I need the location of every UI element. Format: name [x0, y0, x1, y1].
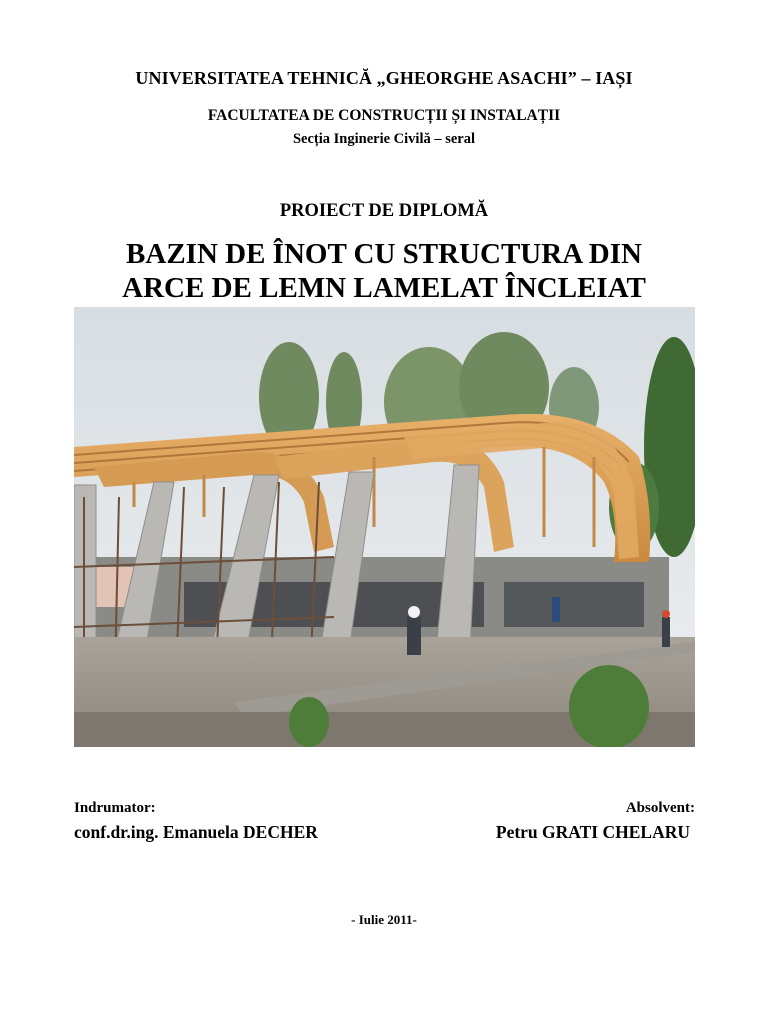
project-title-line-1: BAZIN DE ÎNOT CU STRUCTURA DIN — [126, 238, 642, 270]
project-kind: PROIECT DE DIPLOMĂ — [279, 201, 489, 221]
construction-photo — [74, 307, 695, 747]
graduate-label: Absolvent: — [625, 800, 695, 816]
supervisor-name: conf.dr.ing. Emanuela DECHER — [74, 822, 318, 842]
university-name: UNIVERSITATEA TEHNICĂ „GHEORGHE ASACHI” – IAȘI — [135, 68, 633, 88]
faculty-name: FACULTATEA DE CONSTRUCȚII ȘI INSTALAȚII — [207, 107, 561, 124]
graduate-name: Petru GRATI CHELARU — [495, 822, 690, 842]
project-title-line-2: ARCE DE LEMN LAMELAT ÎNCLEIAT — [122, 272, 646, 304]
date: - Iulie 2011- — [351, 912, 417, 927]
section-name: Secția Inginerie Civilă – seral — [292, 131, 476, 147]
supervisor-label: Indrumator: — [74, 800, 156, 816]
